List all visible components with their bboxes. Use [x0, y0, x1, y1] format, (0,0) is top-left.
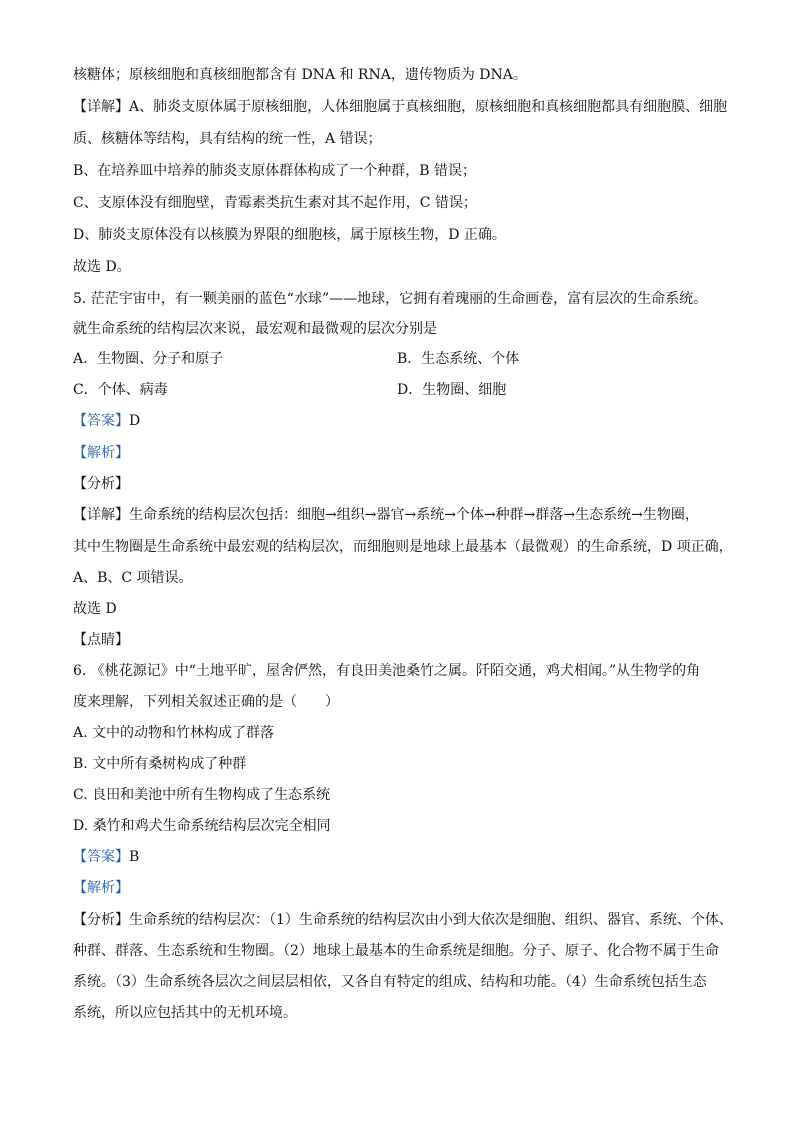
q6-fenxi-text-1: 生命系统的结构层次：（1）生命系统的结构层次由小到大依次是细胞、组织、器官、系统、个体、 — [129, 912, 733, 928]
prev-detail-line-1 — [73, 97, 733, 117]
prev-conclusion: 故选 D。 — [73, 259, 131, 275]
q5-analysis-tag: 【解析】 — [73, 445, 129, 461]
q5-detail-line-2: 其中生物圈是生命系统中最宏观的结构层次，而细胞则是地球上最基本（最微观）的生命系统，D 项正确， — [73, 539, 733, 555]
q5-option-d: D．生物圈、细胞 — [397, 382, 507, 398]
q6-fenxi-line-4: 系统，所以应包括其中的无机环境。 — [73, 1005, 297, 1021]
prev-detail-line-4: C、支原体没有细胞壁，青霉素类抗生素对其不起作用，C 错误； — [73, 195, 477, 211]
q5-answer-value: D — [129, 413, 141, 429]
q5-detail-text-1: 生命系统的结构层次包括：细胞→组织→器官→系统→个体→种群→群落→生态系统→生物圈， — [129, 507, 699, 523]
prev-detail-line-2: 质、核糖体等结构，具有结构的统一性，A 错误； — [73, 131, 382, 147]
detail-tag: 【详解】 — [73, 99, 129, 115]
q5-option-b: B．生态系统、个体 — [397, 351, 520, 367]
q6-option-d: D. 桑竹和鸡犬生命系统结构层次完全相同 — [73, 818, 331, 834]
q6-option-c: C. 良田和美池中所有生物构成了生态系统 — [73, 787, 331, 803]
q5-stem-line-2: 就生命系统的结构层次来说，最宏观和最微观的层次分别是 — [73, 321, 437, 337]
prev-explanation-line: 核糖体；原核细胞和真核细胞都含有 DNA 和 RNA，遗传物质为 DNA。 — [73, 67, 527, 83]
q5-stem-line-1: 5. 茫茫宇宙中，有一颗美丽的蓝色“水球”——地球，它拥有着瑰丽的生命画卷，富有层次的生命系统。 — [73, 291, 708, 307]
q6-fenxi-line-2: 种群、群落、生态系统和生物圈。（2）地球上最基本的生命系统是细胞。分子、原子、化合物不属于生命 — [73, 943, 719, 959]
q6-answer-line — [73, 847, 733, 867]
prev-detail-text-1: A、肺炎支原体属于原核细胞，人体细胞属于真核细胞，原核细胞和真核细胞都具有细胞膜、细胞 — [129, 99, 728, 115]
prev-detail-line-3: B、在培养皿中培养的肺炎支原体群体构成了一个种群，B 错误； — [73, 163, 477, 179]
q5-detail-line-3: A、B、C 项错误。 — [73, 570, 193, 586]
answer-tag: 【答案】 — [73, 413, 129, 429]
prev-detail-line-5: D、肺炎支原体没有以核膜为界限的细胞核，属于原核生物，D 正确。 — [73, 227, 506, 243]
q6-option-b: B. 文中所有桑树构成了种群 — [73, 756, 247, 772]
q5-fenxi-tag: 【分析】 — [73, 476, 129, 492]
q5-dianjing-tag: 【点睛】 — [73, 632, 129, 648]
q6-option-a: A. 文中的动物和竹林构成了群落 — [73, 725, 275, 741]
q6-answer-value: B — [129, 849, 140, 865]
q6-analysis-tag: 【解析】 — [73, 880, 129, 896]
q5-detail-tag: 【详解】 — [73, 507, 129, 523]
q6-stem-line-1: 6. 《桃花源记》中“土地平旷，屋舍俨然，有良田美池桑竹之属。阡陌交通，鸡犬相闻。”从生物学的角 — [73, 663, 701, 679]
q5-answer-line — [73, 411, 733, 431]
q6-stem-line-2: 度来理解，下列相关叙述正确的是（ ） — [73, 694, 339, 710]
q5-option-a: A．生物圈、分子和原子 — [73, 351, 224, 367]
q6-fenxi-line-1 — [73, 910, 733, 930]
q5-option-c: C．个体、病毒 — [73, 382, 168, 398]
q5-detail-line-1 — [73, 505, 733, 525]
q6-fenxi-line-3: 系统。（3）生命系统各层次之间层层相依，又各自有特定的组成、结构和功能。（4）生命系统包括生态 — [73, 974, 707, 990]
q6-fenxi-tag: 【分析】 — [73, 912, 129, 928]
q6-answer-tag: 【答案】 — [73, 849, 129, 865]
q5-conclusion: 故选 D — [73, 601, 117, 617]
